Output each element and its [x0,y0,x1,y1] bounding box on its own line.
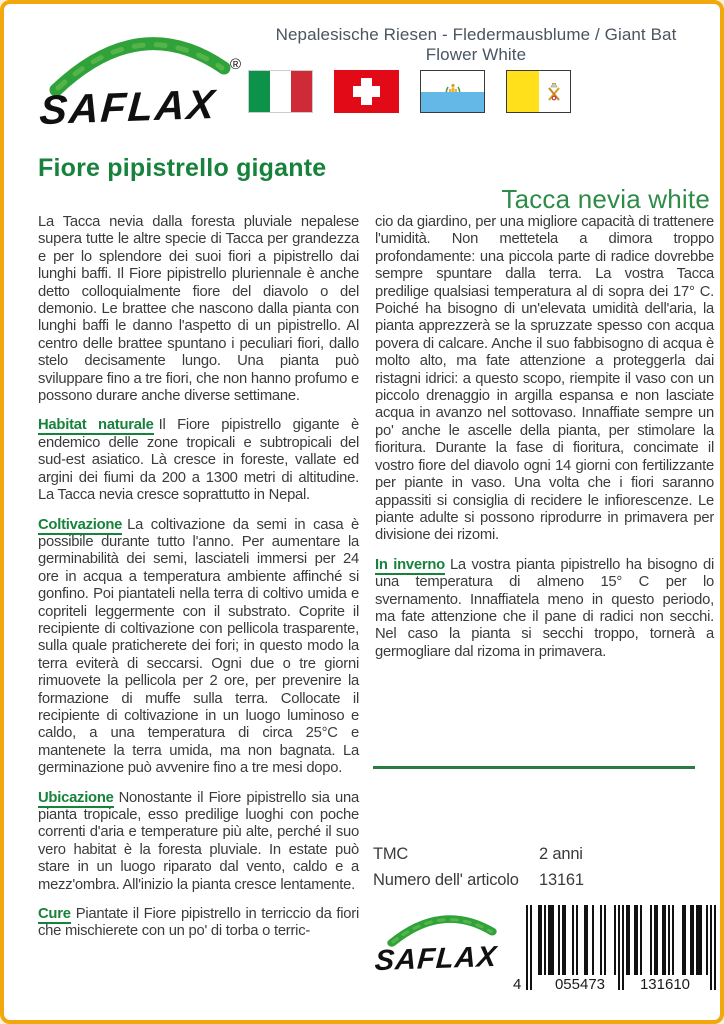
cultivation-text: La coltivazione da semi in casa è possibile durante tutto l'anno. Per aumentare la germinabilità dei semi, lasciateli immersi per 24 ore in acqua a temperatura ambiente affinché si gonfino. Poi piantateli nella terra di coltivo umida e copriteli leggermente con il substrato. Coprite il recipiente di coltivazione con pellicola trasparente, sulla quale praticherete dei fori; in questo modo la terra eviterà di seccarsi. Ogni due o tre giorni rimuovete la pellicola per 2 ore, per prevenire la formazione di muffe sulla terra. Collocate il recipiente di coltivazione in un luogo luminoso e caldo, a una temperatura di circa 25°C e mantenete la terra umida, ma non bagnata. La germinazione può avvenire fino a tre mesi dopo. [38,516,359,777]
brand-wordmark: SAFLAX [38,80,218,134]
san-marino-flag-icon [420,70,485,113]
care-paragraph-left [38,906,359,941]
barcode-digits-left: 055473 [554,976,606,993]
care-text-left: Piantate il Fiore pipistrello in terriccio da fiori che mischierete con un po' di torba o terric- [38,906,359,940]
barcode-digit-first: 4 [513,976,522,993]
care-heading: Cure [38,906,71,923]
vatican-flag-icon [506,70,571,113]
cultivation-heading: Coltivazione [38,516,123,533]
winter-paragraph [375,557,714,661]
care-text-right: cio da giardino, per una migliore capacità di trattenere l'umidità. Non mettetela a dimora troppo profondamente: una piccola parte di radice dovrebbe sempre spuntare dalla terra. La vostra Tacca predilige qualsiasi temperatura al di sopra dei 17° C. Poiché ha bisogno di un'elevata umidità dell'aria, la pianta apprezzerà se la spruzzate spesso con acqua povera di calcare. Anche il suo fabbisogno di acqua è molto alto, ma fate attenzione a proteggerla dai ristagni idrici: a questo scopo, riempite il vaso con un piccolo drenaggio in argilla espansa e non lasciate acqua in avanzo nel sottovaso. Innaffiate sempre un po' anche le ascelle della pianta, per stimolare la fioritura. Durante la fase di fioritura, concimate il vostro fiore del diavolo ogni 14 giorni con fertilizzante per piante in vaso. Una volta che i fiori saranno appassiti si consiglia di recidere le infiorescenze. Le piante adulte si possono riprodurre in primavera per divisione dei rizomi. [375,214,714,544]
product-info-table [373,845,714,890]
country-flags-row [248,70,571,113]
location-paragraph [38,790,359,894]
tmc-label: TMC [373,845,409,863]
article-number-label: Numero dell' articolo [373,871,519,889]
italy-flag-icon [248,70,313,113]
habitat-paragraph [38,417,359,504]
winter-heading: In inverno [375,556,445,573]
intro-text: La Tacca nevia dalla foresta pluviale nepalese supera tutte le altre specie di Tacca per grandezza e per lo splendore dei suoi fiori a pipistrello dai lunghi baffi. Il Fiore pipistrello pluriennale è anche detto colloquialmente fiore del diavolo o del demonio. Le brattee che nascono dalla pianta con lunghi baffi le danno l'aspetto di un pipistrello. Al centro delle brattee spuntano i peculiari fiori, dallo stelo decisamente lungo. Una pianta può sviluppare fino a tre fiori, che non hanno profumo e possono durare anche diverse settimane. [38,214,359,405]
logo-barcode-row [373,899,714,1005]
care-paragraph-right [375,214,714,545]
habitat-heading: Habitat naturale [38,417,154,434]
vatican-emblem-icon [545,81,563,103]
switzerland-flag-icon [334,70,399,113]
divider-rule [373,766,695,769]
saflax-logo [34,20,254,152]
variety-title: Tacca nevia white [501,184,710,214]
variety-header-line: Nepalesische Riesen - Fledermausblume / Giant Bat Flower White [275,25,677,64]
product-title: Fiore pipistrello gigante [38,154,327,182]
bottom-info-block [373,766,714,1005]
saflax-logo-small [373,899,509,991]
habitat-text: Il Fiore pipistrello gigante è endemico delle zone tropicali e subtropicali del sud-est asiatico. Là cresce in foreste, vallate ed argini dei fiumi da 200 a 1300 metri di altitudine. La Tacca nevia cresce soprattutto in Nepal. [38,417,359,504]
intro-paragraph [38,214,359,405]
barcode-digits-right: 131610 [639,976,691,993]
article-number-value: 13161 [539,871,584,889]
ean-barcode [513,905,713,1005]
location-heading: Ubicazione [38,789,114,806]
brand-wordmark: SAFLAX [373,940,499,978]
tmc-value: 2 anni [539,845,583,863]
cultivation-paragraph [38,517,359,778]
left-column [38,214,359,953]
winter-text: La vostra pianta pipistrello ha bisogno di una temperatura di almeno 15° C per lo svernamento. Innaffiatela meno in questo periodo, ma fate attenzione che il pane di radici non secchi. Nel caso la pianta si secchi troppo, tornerà a germogliare dal rizoma in primavera. [375,556,714,660]
location-text: Nonostante il Fiore pipistrello sia una pianta tropicale, esso predilige luoghi con poche correnti d'aria e temperature più alte, perché il suo vero habitat è la foresta pluviale. In estate può stare in un luogo riparato dal vento, caldo e a mezz'ombra. All'inizio la pianta cresce lentamente. [38,789,359,893]
registered-trademark-icon: ® [230,56,242,73]
